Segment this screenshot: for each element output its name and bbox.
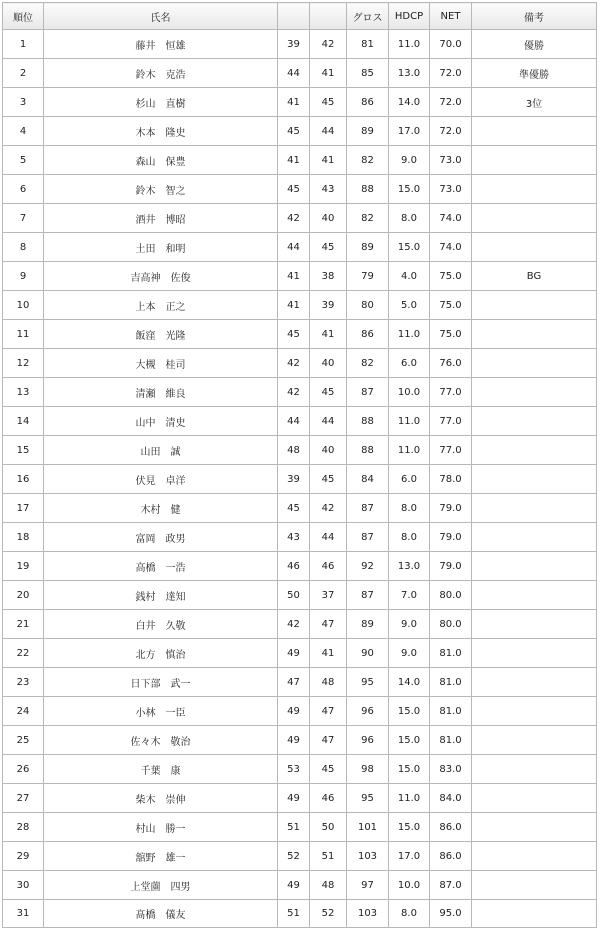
table-row xyxy=(3,610,597,639)
table-row xyxy=(3,581,597,610)
cell-net: 81.0 xyxy=(430,726,472,755)
cell-net: 75.0 xyxy=(430,320,472,349)
cell-out: 45 xyxy=(278,175,310,204)
cell-hdcp: 5.0 xyxy=(389,291,430,320)
cell-name: 山田 誠 xyxy=(44,436,278,465)
cell-net: 84.0 xyxy=(430,784,472,813)
header-row xyxy=(3,3,597,30)
cell-rank: 24 xyxy=(3,697,44,726)
cell-gross: 88 xyxy=(347,436,389,465)
cell-out: 42 xyxy=(278,610,310,639)
table-row xyxy=(3,755,597,784)
cell-in: 40 xyxy=(310,436,347,465)
cell-name: 飯窪 光隆 xyxy=(44,320,278,349)
cell-net: 79.0 xyxy=(430,523,472,552)
cell-hdcp: 10.0 xyxy=(389,871,430,900)
cell-hdcp: 9.0 xyxy=(389,639,430,668)
cell-net: 75.0 xyxy=(430,291,472,320)
cell-name: 藤井 恒雄 xyxy=(44,30,278,59)
table-row xyxy=(3,465,597,494)
header-note: 備考 xyxy=(472,3,597,30)
cell-note xyxy=(472,755,597,784)
cell-rank: 27 xyxy=(3,784,44,813)
table-row xyxy=(3,30,597,59)
cell-rank: 10 xyxy=(3,291,44,320)
cell-name: 白井 久敬 xyxy=(44,610,278,639)
cell-name: 吉高神 佐俊 xyxy=(44,262,278,291)
cell-note: 優勝 xyxy=(472,30,597,59)
header-in xyxy=(310,3,347,30)
cell-in: 44 xyxy=(310,523,347,552)
table-row xyxy=(3,523,597,552)
cell-hdcp: 11.0 xyxy=(389,784,430,813)
cell-rank: 14 xyxy=(3,407,44,436)
cell-note xyxy=(472,494,597,523)
cell-gross: 81 xyxy=(347,30,389,59)
cell-in: 42 xyxy=(310,30,347,59)
cell-note: BG xyxy=(472,262,597,291)
cell-net: 79.0 xyxy=(430,494,472,523)
cell-in: 48 xyxy=(310,871,347,900)
table-row xyxy=(3,436,597,465)
cell-rank: 6 xyxy=(3,175,44,204)
cell-note xyxy=(472,407,597,436)
table-row xyxy=(3,697,597,726)
cell-in: 45 xyxy=(310,378,347,407)
cell-note xyxy=(472,552,597,581)
cell-rank: 26 xyxy=(3,755,44,784)
cell-note xyxy=(472,117,597,146)
cell-out: 39 xyxy=(278,30,310,59)
cell-out: 45 xyxy=(278,494,310,523)
cell-name: 木本 隆史 xyxy=(44,117,278,146)
cell-hdcp: 15.0 xyxy=(389,697,430,726)
cell-in: 40 xyxy=(310,349,347,378)
table-row xyxy=(3,842,597,871)
cell-in: 47 xyxy=(310,726,347,755)
cell-in: 41 xyxy=(310,639,347,668)
cell-note xyxy=(472,784,597,813)
cell-net: 77.0 xyxy=(430,436,472,465)
cell-note xyxy=(472,378,597,407)
cell-gross: 90 xyxy=(347,639,389,668)
cell-out: 42 xyxy=(278,349,310,378)
cell-rank: 30 xyxy=(3,871,44,900)
cell-note xyxy=(472,291,597,320)
cell-gross: 86 xyxy=(347,320,389,349)
cell-note xyxy=(472,204,597,233)
cell-in: 52 xyxy=(310,900,347,928)
cell-hdcp: 6.0 xyxy=(389,349,430,378)
cell-out: 45 xyxy=(278,117,310,146)
cell-in: 45 xyxy=(310,233,347,262)
cell-rank: 15 xyxy=(3,436,44,465)
cell-in: 40 xyxy=(310,204,347,233)
cell-hdcp: 15.0 xyxy=(389,755,430,784)
table-row xyxy=(3,668,597,697)
cell-rank: 2 xyxy=(3,59,44,88)
cell-name: 清瀬 維良 xyxy=(44,378,278,407)
cell-net: 76.0 xyxy=(430,349,472,378)
cell-rank: 7 xyxy=(3,204,44,233)
cell-gross: 101 xyxy=(347,813,389,842)
cell-in: 46 xyxy=(310,552,347,581)
cell-out: 49 xyxy=(278,726,310,755)
table-row xyxy=(3,117,597,146)
cell-net: 81.0 xyxy=(430,639,472,668)
cell-note: 3位 xyxy=(472,88,597,117)
cell-in: 37 xyxy=(310,581,347,610)
cell-out: 44 xyxy=(278,233,310,262)
cell-out: 39 xyxy=(278,465,310,494)
cell-rank: 22 xyxy=(3,639,44,668)
cell-note xyxy=(472,146,597,175)
cell-note xyxy=(472,726,597,755)
cell-net: 75.0 xyxy=(430,262,472,291)
cell-gross: 87 xyxy=(347,581,389,610)
cell-note xyxy=(472,842,597,871)
cell-in: 47 xyxy=(310,697,347,726)
cell-rank: 18 xyxy=(3,523,44,552)
cell-out: 43 xyxy=(278,523,310,552)
cell-gross: 103 xyxy=(347,842,389,871)
table-row xyxy=(3,871,597,900)
header-gross: グロス xyxy=(347,3,389,30)
table-row xyxy=(3,407,597,436)
cell-rank: 29 xyxy=(3,842,44,871)
table-row xyxy=(3,175,597,204)
cell-out: 52 xyxy=(278,842,310,871)
cell-name: 森山 保豊 xyxy=(44,146,278,175)
cell-rank: 20 xyxy=(3,581,44,610)
cell-rank: 5 xyxy=(3,146,44,175)
cell-name: 杉山 直樹 xyxy=(44,88,278,117)
cell-hdcp: 9.0 xyxy=(389,146,430,175)
cell-name: 高橋 一浩 xyxy=(44,552,278,581)
cell-gross: 95 xyxy=(347,668,389,697)
cell-out: 45 xyxy=(278,320,310,349)
cell-gross: 82 xyxy=(347,204,389,233)
cell-out: 42 xyxy=(278,378,310,407)
cell-in: 45 xyxy=(310,88,347,117)
cell-note xyxy=(472,233,597,262)
cell-out: 49 xyxy=(278,784,310,813)
cell-net: 77.0 xyxy=(430,378,472,407)
cell-net: 86.0 xyxy=(430,813,472,842)
header-out xyxy=(278,3,310,30)
cell-gross: 103 xyxy=(347,900,389,928)
cell-hdcp: 11.0 xyxy=(389,436,430,465)
cell-in: 50 xyxy=(310,813,347,842)
cell-note xyxy=(472,523,597,552)
cell-net: 81.0 xyxy=(430,697,472,726)
cell-note xyxy=(472,436,597,465)
cell-gross: 86 xyxy=(347,88,389,117)
cell-rank: 28 xyxy=(3,813,44,842)
table-row xyxy=(3,639,597,668)
cell-note xyxy=(472,175,597,204)
cell-gross: 87 xyxy=(347,523,389,552)
cell-name: 酒井 博昭 xyxy=(44,204,278,233)
cell-note xyxy=(472,900,597,928)
cell-out: 41 xyxy=(278,146,310,175)
cell-out: 47 xyxy=(278,668,310,697)
cell-hdcp: 8.0 xyxy=(389,523,430,552)
cell-hdcp: 4.0 xyxy=(389,262,430,291)
table-row xyxy=(3,900,597,928)
header-rank: 順位 xyxy=(3,3,44,30)
cell-rank: 21 xyxy=(3,610,44,639)
cell-note xyxy=(472,871,597,900)
cell-gross: 98 xyxy=(347,755,389,784)
cell-rank: 16 xyxy=(3,465,44,494)
table-row xyxy=(3,320,597,349)
cell-gross: 79 xyxy=(347,262,389,291)
cell-in: 44 xyxy=(310,407,347,436)
cell-net: 72.0 xyxy=(430,88,472,117)
cell-in: 43 xyxy=(310,175,347,204)
cell-rank: 12 xyxy=(3,349,44,378)
cell-gross: 89 xyxy=(347,610,389,639)
cell-hdcp: 13.0 xyxy=(389,552,430,581)
cell-net: 70.0 xyxy=(430,30,472,59)
cell-note xyxy=(472,320,597,349)
cell-hdcp: 10.0 xyxy=(389,378,430,407)
cell-name: 小林 一臣 xyxy=(44,697,278,726)
cell-name: 柴木 崇伸 xyxy=(44,784,278,813)
cell-name: 伏見 卓洋 xyxy=(44,465,278,494)
cell-name: 山中 清史 xyxy=(44,407,278,436)
cell-in: 44 xyxy=(310,117,347,146)
table-row xyxy=(3,494,597,523)
cell-gross: 89 xyxy=(347,117,389,146)
cell-gross: 88 xyxy=(347,407,389,436)
cell-rank: 13 xyxy=(3,378,44,407)
table-row xyxy=(3,726,597,755)
cell-note xyxy=(472,349,597,378)
cell-rank: 11 xyxy=(3,320,44,349)
results-table xyxy=(2,2,597,928)
cell-hdcp: 6.0 xyxy=(389,465,430,494)
cell-hdcp: 9.0 xyxy=(389,610,430,639)
table-header xyxy=(3,3,597,30)
header-hdcp: HDCP xyxy=(389,3,430,30)
cell-rank: 4 xyxy=(3,117,44,146)
table-row xyxy=(3,378,597,407)
cell-note xyxy=(472,610,597,639)
table-row xyxy=(3,59,597,88)
cell-note: 準優勝 xyxy=(472,59,597,88)
table-row xyxy=(3,291,597,320)
cell-rank: 23 xyxy=(3,668,44,697)
cell-note xyxy=(472,668,597,697)
cell-rank: 17 xyxy=(3,494,44,523)
cell-hdcp: 15.0 xyxy=(389,175,430,204)
cell-name: 銭村 達知 xyxy=(44,581,278,610)
cell-out: 50 xyxy=(278,581,310,610)
cell-in: 41 xyxy=(310,320,347,349)
cell-in: 51 xyxy=(310,842,347,871)
cell-in: 47 xyxy=(310,610,347,639)
cell-rank: 9 xyxy=(3,262,44,291)
cell-net: 79.0 xyxy=(430,552,472,581)
cell-net: 95.0 xyxy=(430,900,472,928)
table-row xyxy=(3,349,597,378)
cell-gross: 92 xyxy=(347,552,389,581)
cell-net: 74.0 xyxy=(430,204,472,233)
cell-hdcp: 11.0 xyxy=(389,320,430,349)
cell-net: 77.0 xyxy=(430,407,472,436)
cell-name: 鈴木 克浩 xyxy=(44,59,278,88)
cell-in: 39 xyxy=(310,291,347,320)
cell-rank: 31 xyxy=(3,900,44,928)
cell-rank: 3 xyxy=(3,88,44,117)
cell-gross: 82 xyxy=(347,349,389,378)
table-row xyxy=(3,784,597,813)
cell-in: 41 xyxy=(310,59,347,88)
cell-rank: 1 xyxy=(3,30,44,59)
cell-name: 村山 勝一 xyxy=(44,813,278,842)
cell-rank: 25 xyxy=(3,726,44,755)
cell-note xyxy=(472,639,597,668)
cell-gross: 89 xyxy=(347,233,389,262)
cell-hdcp: 8.0 xyxy=(389,494,430,523)
cell-in: 45 xyxy=(310,465,347,494)
cell-name: 舘野 雄一 xyxy=(44,842,278,871)
cell-net: 86.0 xyxy=(430,842,472,871)
cell-hdcp: 17.0 xyxy=(389,842,430,871)
cell-hdcp: 11.0 xyxy=(389,30,430,59)
cell-out: 53 xyxy=(278,755,310,784)
cell-net: 87.0 xyxy=(430,871,472,900)
cell-net: 80.0 xyxy=(430,610,472,639)
cell-hdcp: 13.0 xyxy=(389,59,430,88)
cell-gross: 82 xyxy=(347,146,389,175)
cell-out: 48 xyxy=(278,436,310,465)
cell-net: 78.0 xyxy=(430,465,472,494)
cell-hdcp: 11.0 xyxy=(389,407,430,436)
cell-out: 51 xyxy=(278,813,310,842)
cell-name: 鈴木 智之 xyxy=(44,175,278,204)
table-row xyxy=(3,88,597,117)
cell-hdcp: 15.0 xyxy=(389,726,430,755)
cell-hdcp: 14.0 xyxy=(389,88,430,117)
table-row xyxy=(3,204,597,233)
cell-note xyxy=(472,465,597,494)
cell-note xyxy=(472,697,597,726)
cell-hdcp: 15.0 xyxy=(389,233,430,262)
table-row xyxy=(3,146,597,175)
cell-gross: 96 xyxy=(347,726,389,755)
cell-in: 46 xyxy=(310,784,347,813)
cell-gross: 84 xyxy=(347,465,389,494)
cell-gross: 87 xyxy=(347,378,389,407)
cell-out: 51 xyxy=(278,900,310,928)
cell-name: 千葉 康 xyxy=(44,755,278,784)
cell-gross: 95 xyxy=(347,784,389,813)
cell-gross: 97 xyxy=(347,871,389,900)
cell-net: 74.0 xyxy=(430,233,472,262)
cell-out: 49 xyxy=(278,639,310,668)
cell-out: 49 xyxy=(278,871,310,900)
cell-hdcp: 17.0 xyxy=(389,117,430,146)
cell-net: 83.0 xyxy=(430,755,472,784)
cell-name: 北方 慎治 xyxy=(44,639,278,668)
cell-hdcp: 7.0 xyxy=(389,581,430,610)
table-row xyxy=(3,233,597,262)
cell-hdcp: 14.0 xyxy=(389,668,430,697)
cell-name: 木村 健 xyxy=(44,494,278,523)
cell-note xyxy=(472,813,597,842)
table-row xyxy=(3,813,597,842)
cell-name: 佐々木 敬治 xyxy=(44,726,278,755)
cell-net: 72.0 xyxy=(430,59,472,88)
cell-out: 44 xyxy=(278,59,310,88)
cell-in: 42 xyxy=(310,494,347,523)
table-body xyxy=(3,30,597,928)
cell-hdcp: 8.0 xyxy=(389,204,430,233)
cell-name: 富岡 政男 xyxy=(44,523,278,552)
cell-out: 46 xyxy=(278,552,310,581)
cell-net: 72.0 xyxy=(430,117,472,146)
cell-net: 80.0 xyxy=(430,581,472,610)
cell-gross: 87 xyxy=(347,494,389,523)
cell-in: 38 xyxy=(310,262,347,291)
cell-in: 45 xyxy=(310,755,347,784)
cell-name: 日下部 武一 xyxy=(44,668,278,697)
cell-name: 土田 和明 xyxy=(44,233,278,262)
table-row xyxy=(3,262,597,291)
cell-hdcp: 15.0 xyxy=(389,813,430,842)
header-net: NET xyxy=(430,3,472,30)
cell-name: 髙橋 儀友 xyxy=(44,900,278,928)
cell-rank: 8 xyxy=(3,233,44,262)
cell-hdcp: 8.0 xyxy=(389,900,430,928)
cell-name: 上本 正之 xyxy=(44,291,278,320)
header-name: 氏名 xyxy=(44,3,278,30)
cell-name: 上堂薗 四男 xyxy=(44,871,278,900)
cell-rank: 19 xyxy=(3,552,44,581)
cell-out: 41 xyxy=(278,262,310,291)
cell-out: 41 xyxy=(278,88,310,117)
cell-gross: 88 xyxy=(347,175,389,204)
cell-net: 73.0 xyxy=(430,146,472,175)
cell-gross: 85 xyxy=(347,59,389,88)
cell-gross: 80 xyxy=(347,291,389,320)
cell-out: 42 xyxy=(278,204,310,233)
cell-note xyxy=(472,581,597,610)
table-row xyxy=(3,552,597,581)
cell-name: 大槻 桂司 xyxy=(44,349,278,378)
cell-gross: 96 xyxy=(347,697,389,726)
cell-in: 48 xyxy=(310,668,347,697)
cell-out: 49 xyxy=(278,697,310,726)
cell-net: 73.0 xyxy=(430,175,472,204)
cell-out: 44 xyxy=(278,407,310,436)
cell-in: 41 xyxy=(310,146,347,175)
cell-out: 41 xyxy=(278,291,310,320)
cell-net: 81.0 xyxy=(430,668,472,697)
